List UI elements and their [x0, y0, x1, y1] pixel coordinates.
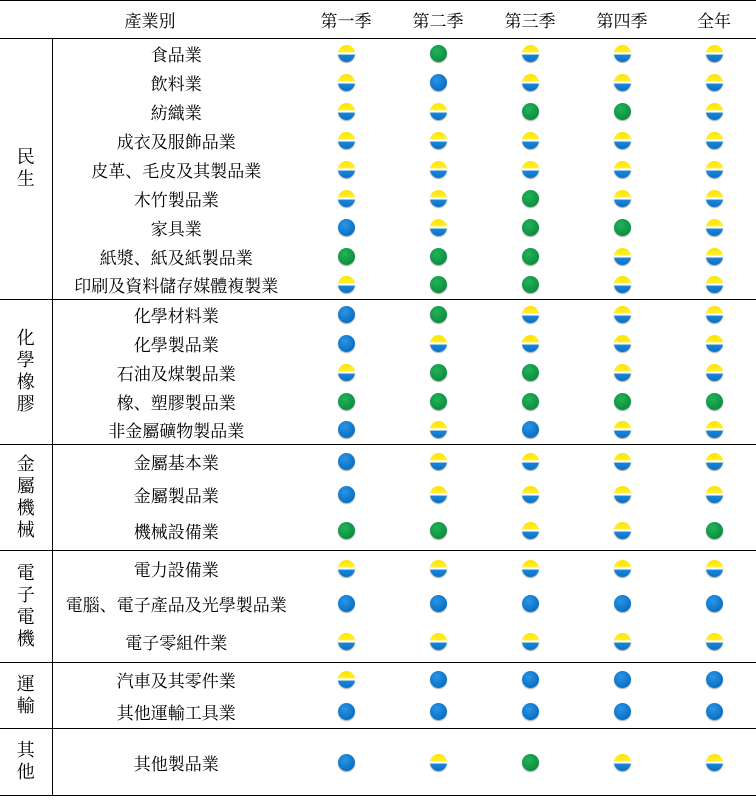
signal-cell: [484, 358, 576, 387]
table-row: [0, 329, 756, 358]
signal-cell: [392, 155, 484, 184]
table-row: [0, 387, 756, 416]
yellow-blue-light-icon: [522, 74, 539, 91]
signal-cell: [392, 478, 484, 511]
green-light-icon: [522, 276, 539, 293]
signal-cell: [392, 213, 484, 242]
header-q3: 第三季: [484, 1, 576, 39]
industry-name: 機械設備業: [52, 511, 300, 551]
blue-light-icon: [430, 74, 447, 91]
table-row: [0, 271, 756, 300]
industry-name: 金屬製品業: [133, 486, 219, 507]
blue-light-icon: [430, 671, 447, 688]
signal-cell: [300, 445, 392, 478]
blue-light-icon: [706, 595, 723, 612]
green-light-icon: [430, 393, 447, 410]
yellow-blue-light-icon: [338, 671, 355, 688]
signal-cell: [300, 271, 392, 300]
signal-cell: [668, 445, 756, 478]
green-light-icon: [706, 393, 723, 410]
green-light-icon: [522, 754, 539, 771]
green-light-icon: [338, 393, 355, 410]
yellow-blue-light-icon: [614, 132, 631, 149]
group-name: 化學橡膠: [16, 328, 35, 415]
green-light-icon: [614, 103, 631, 120]
blue-light-icon: [430, 703, 447, 720]
green-light-icon: [430, 276, 447, 293]
table-row: [0, 416, 756, 445]
signal-cell: [484, 416, 576, 445]
signal-cell: [392, 586, 484, 621]
yellow-blue-light-icon: [706, 421, 723, 438]
yellow-blue-light-icon: [338, 45, 355, 62]
signal-cell: [668, 387, 756, 416]
table-row: [0, 213, 756, 242]
industry-name: 汽車及其零件業: [116, 671, 236, 692]
green-light-icon: [430, 364, 447, 381]
yellow-blue-light-icon: [706, 219, 723, 236]
blue-light-icon: [338, 703, 355, 720]
green-light-icon: [522, 219, 539, 236]
signal-cell: [668, 39, 756, 68]
group-name: 其他: [16, 740, 35, 783]
industry-name: 石油及煤製品業: [116, 364, 236, 385]
group-label: [0, 663, 52, 729]
industry-name: 印刷及資料儲存媒體複製業: [52, 271, 300, 300]
signal-cell: [668, 97, 756, 126]
signal-cell: [576, 68, 668, 97]
yellow-blue-light-icon: [430, 190, 447, 207]
yellow-blue-light-icon: [614, 522, 631, 539]
header-q2: 第二季: [392, 1, 484, 39]
industry-name: 化學製品業: [133, 335, 219, 356]
signal-cell: [392, 445, 484, 478]
yellow-blue-light-icon: [706, 560, 723, 577]
signal-cell: [668, 551, 756, 586]
signal-cell: [484, 729, 576, 796]
signal-cell: [300, 126, 392, 155]
yellow-blue-light-icon: [706, 161, 723, 178]
signal-cell: [576, 586, 668, 621]
yellow-blue-light-icon: [338, 633, 355, 650]
signal-cell: [576, 729, 668, 796]
signal-cell: [392, 97, 484, 126]
blue-light-icon: [338, 421, 355, 438]
yellow-blue-light-icon: [338, 161, 355, 178]
signal-cell: [392, 621, 484, 663]
signal-cell: [576, 300, 668, 329]
yellow-blue-light-icon: [614, 633, 631, 650]
signal-cell: [668, 213, 756, 242]
blue-light-icon: [338, 306, 355, 323]
signal-cell: [392, 696, 484, 729]
blue-light-icon: [338, 486, 355, 503]
signal-cell: [300, 416, 392, 445]
signal-cell: [668, 511, 756, 551]
signal-cell: [484, 387, 576, 416]
blue-light-icon: [522, 671, 539, 688]
yellow-blue-light-icon: [614, 190, 631, 207]
signal-cell: [668, 68, 756, 97]
signal-cell: [576, 184, 668, 213]
industry-name: 紙漿、紙及紙製品業: [99, 248, 253, 269]
blue-light-icon: [706, 671, 723, 688]
blue-light-icon: [522, 595, 539, 612]
yellow-blue-light-icon: [614, 364, 631, 381]
yellow-blue-light-icon: [522, 453, 539, 470]
table-row: [0, 663, 756, 696]
yellow-blue-light-icon: [614, 453, 631, 470]
signal-cell: [484, 68, 576, 97]
signal-cell: [668, 696, 756, 729]
yellow-blue-light-icon: [706, 248, 723, 265]
signal-cell: [484, 184, 576, 213]
yellow-blue-light-icon: [614, 248, 631, 265]
table-row: [0, 586, 756, 621]
signal-cell: [484, 213, 576, 242]
signal-cell: [300, 300, 392, 329]
signal-cell: [392, 300, 484, 329]
yellow-blue-light-icon: [706, 74, 723, 91]
signal-cell: [484, 242, 576, 271]
yellow-blue-light-icon: [706, 190, 723, 207]
blue-light-icon: [338, 335, 355, 352]
signal-cell: [576, 126, 668, 155]
signal-cell: [668, 416, 756, 445]
signal-cell: [392, 126, 484, 155]
yellow-blue-light-icon: [614, 306, 631, 323]
signal-cell: [392, 416, 484, 445]
table-row: [0, 551, 756, 586]
signal-cell: [484, 329, 576, 358]
yellow-blue-light-icon: [614, 74, 631, 91]
signal-cell: [392, 329, 484, 358]
signal-cell: [300, 39, 392, 68]
signal-cell: [576, 511, 668, 551]
yellow-blue-light-icon: [706, 754, 723, 771]
signal-cell: [576, 663, 668, 696]
green-light-icon: [614, 393, 631, 410]
signal-cell: [300, 586, 392, 621]
group-label: [0, 551, 52, 663]
header-industry: 產業別: [0, 1, 300, 39]
signal-cell: [576, 551, 668, 586]
yellow-blue-light-icon: [614, 161, 631, 178]
green-light-icon: [522, 248, 539, 265]
signal-cell: [392, 387, 484, 416]
blue-light-icon: [522, 703, 539, 720]
signal-cell: [576, 621, 668, 663]
industry-name: 其他運輸工具業: [52, 696, 300, 729]
header-q1: 第一季: [300, 1, 392, 39]
industry-name: 非金屬礦物製品業: [52, 416, 300, 445]
yellow-blue-light-icon: [522, 486, 539, 503]
yellow-blue-light-icon: [522, 522, 539, 539]
signal-cell: [484, 551, 576, 586]
signal-cell: [484, 126, 576, 155]
signal-cell: [484, 696, 576, 729]
yellow-blue-light-icon: [338, 560, 355, 577]
signal-cell: [576, 242, 668, 271]
signal-cell: [484, 97, 576, 126]
signal-cell: [392, 729, 484, 796]
yellow-blue-light-icon: [706, 335, 723, 352]
table-row: [0, 696, 756, 729]
signal-cell: [484, 478, 576, 511]
industry-name: 其他製品業: [52, 729, 300, 796]
yellow-blue-light-icon: [706, 45, 723, 62]
yellow-blue-light-icon: [430, 453, 447, 470]
signal-cell: [392, 511, 484, 551]
signal-cell: [300, 696, 392, 729]
signal-cell: [392, 184, 484, 213]
yellow-blue-light-icon: [430, 421, 447, 438]
signal-cell: [484, 621, 576, 663]
signal-cell: [668, 586, 756, 621]
green-light-icon: [338, 522, 355, 539]
table-row: [0, 155, 756, 184]
industry-name: 木竹製品業: [133, 190, 219, 211]
signal-cell: [392, 39, 484, 68]
table-row: [0, 729, 756, 796]
group-label: [0, 729, 52, 796]
signal-cell: [392, 663, 484, 696]
header-q4: 第四季: [576, 1, 668, 39]
industry-name: 皮革、毛皮及其製品業: [91, 161, 262, 182]
signal-cell: [300, 242, 392, 271]
signal-cell: [668, 271, 756, 300]
signal-cell: [300, 358, 392, 387]
header-row: [0, 1, 756, 39]
yellow-blue-light-icon: [522, 306, 539, 323]
green-light-icon: [522, 393, 539, 410]
green-light-icon: [430, 248, 447, 265]
signal-cell: [576, 39, 668, 68]
yellow-blue-light-icon: [706, 453, 723, 470]
blue-light-icon: [522, 421, 539, 438]
yellow-blue-light-icon: [706, 633, 723, 650]
signal-cell: [668, 300, 756, 329]
industry-name: 紡織業: [150, 103, 202, 124]
signal-cell: [484, 300, 576, 329]
signal-cell: [300, 621, 392, 663]
signal-cell: [484, 663, 576, 696]
signal-cell: [668, 729, 756, 796]
signal-cell: [392, 358, 484, 387]
signal-cell: [300, 329, 392, 358]
blue-light-icon: [614, 671, 631, 688]
yellow-blue-light-icon: [614, 421, 631, 438]
industry-name: 金屬基本業: [133, 453, 219, 474]
signal-cell: [668, 126, 756, 155]
industry-name: 飲料業: [150, 74, 202, 95]
signal-cell: [668, 663, 756, 696]
header-year: 全年: [668, 1, 756, 39]
table-row: [0, 184, 756, 213]
table-row: [0, 97, 756, 126]
signal-cell: [392, 271, 484, 300]
table-row: [0, 39, 756, 68]
green-light-icon: [430, 306, 447, 323]
signal-cell: [576, 478, 668, 511]
industry-name: 食品業: [150, 45, 202, 66]
group-name: 金屬機械: [16, 453, 35, 541]
yellow-blue-light-icon: [614, 335, 631, 352]
blue-light-icon: [338, 219, 355, 236]
yellow-blue-light-icon: [338, 276, 355, 293]
yellow-blue-light-icon: [522, 45, 539, 62]
blue-light-icon: [338, 754, 355, 771]
group-name: 運輸: [16, 673, 35, 717]
signal-cell: [576, 696, 668, 729]
green-light-icon: [522, 364, 539, 381]
yellow-blue-light-icon: [338, 74, 355, 91]
yellow-blue-light-icon: [706, 276, 723, 293]
yellow-blue-light-icon: [706, 132, 723, 149]
signal-cell: [576, 329, 668, 358]
industry-name: 橡、塑膠製品業: [116, 393, 236, 414]
industry-name: 電子零組件業: [52, 621, 300, 663]
signal-cell: [576, 271, 668, 300]
blue-light-icon: [338, 453, 355, 470]
signal-cell: [484, 39, 576, 68]
signal-cell: [300, 551, 392, 586]
table-row: [0, 511, 756, 551]
yellow-blue-light-icon: [522, 335, 539, 352]
table-row: [0, 300, 756, 329]
signal-cell: [300, 478, 392, 511]
industry-name: 電腦、電子產品及光學製品業: [65, 595, 287, 616]
signal-cell: [576, 358, 668, 387]
green-light-icon: [522, 190, 539, 207]
green-light-icon: [522, 103, 539, 120]
industry-name: 化學材料業: [133, 306, 219, 327]
industry-name: 電力設備業: [133, 560, 219, 581]
signal-cell: [300, 387, 392, 416]
yellow-blue-light-icon: [430, 103, 447, 120]
signal-cell: [484, 586, 576, 621]
table-body: [0, 39, 756, 796]
group-name: 民生: [16, 147, 35, 190]
table-row: [0, 126, 756, 155]
yellow-blue-light-icon: [338, 364, 355, 381]
yellow-blue-light-icon: [614, 560, 631, 577]
signal-cell: [668, 478, 756, 511]
yellow-blue-light-icon: [614, 276, 631, 293]
signal-cell: [668, 155, 756, 184]
signal-cell: [300, 663, 392, 696]
signal-cell: [668, 329, 756, 358]
signal-cell: [300, 68, 392, 97]
yellow-blue-light-icon: [430, 161, 447, 178]
signal-cell: [300, 213, 392, 242]
blue-light-icon: [338, 595, 355, 612]
blue-light-icon: [614, 595, 631, 612]
blue-light-icon: [706, 703, 723, 720]
yellow-blue-light-icon: [706, 486, 723, 503]
yellow-blue-light-icon: [614, 754, 631, 771]
yellow-blue-light-icon: [706, 306, 723, 323]
signal-cell: [576, 387, 668, 416]
yellow-blue-light-icon: [522, 161, 539, 178]
signal-cell: [576, 213, 668, 242]
yellow-blue-light-icon: [338, 103, 355, 120]
signal-cell: [576, 445, 668, 478]
signal-cell: [668, 242, 756, 271]
yellow-blue-light-icon: [430, 486, 447, 503]
signal-cell: [300, 184, 392, 213]
blue-light-icon: [614, 703, 631, 720]
signal-cell: [576, 155, 668, 184]
green-light-icon: [338, 248, 355, 265]
group-label: [0, 445, 52, 551]
table-row: [0, 358, 756, 387]
table-row: [0, 621, 756, 663]
yellow-blue-light-icon: [430, 335, 447, 352]
yellow-blue-light-icon: [614, 486, 631, 503]
signal-cell: [576, 416, 668, 445]
yellow-blue-light-icon: [430, 560, 447, 577]
signal-cell: [668, 358, 756, 387]
group-label: [0, 39, 52, 300]
group-label: [0, 300, 52, 445]
group-name: 電子電機: [16, 562, 35, 650]
signal-cell: [576, 97, 668, 126]
yellow-blue-light-icon: [706, 364, 723, 381]
yellow-blue-light-icon: [522, 560, 539, 577]
signal-cell: [484, 155, 576, 184]
yellow-blue-light-icon: [430, 633, 447, 650]
yellow-blue-light-icon: [430, 132, 447, 149]
signal-cell: [484, 445, 576, 478]
yellow-blue-light-icon: [338, 132, 355, 149]
signal-cell: [668, 621, 756, 663]
yellow-blue-light-icon: [430, 219, 447, 236]
signal-cell: [300, 97, 392, 126]
green-light-icon: [614, 219, 631, 236]
table-row: [0, 445, 756, 478]
signal-cell: [300, 155, 392, 184]
green-light-icon: [430, 45, 447, 62]
industry-name: 家具業: [150, 219, 202, 240]
signal-cell: [484, 271, 576, 300]
signal-cell: [300, 511, 392, 551]
green-light-icon: [430, 522, 447, 539]
signal-cell: [392, 68, 484, 97]
blue-light-icon: [430, 595, 447, 612]
signal-cell: [668, 184, 756, 213]
signal-cell: [300, 729, 392, 796]
table-row: [0, 478, 756, 511]
yellow-blue-light-icon: [522, 633, 539, 650]
yellow-blue-light-icon: [338, 190, 355, 207]
signal-cell: [392, 242, 484, 271]
yellow-blue-light-icon: [614, 45, 631, 62]
signal-cell: [484, 511, 576, 551]
table-row: [0, 242, 756, 271]
signal-cell: [392, 551, 484, 586]
yellow-blue-light-icon: [522, 132, 539, 149]
green-light-icon: [706, 522, 723, 539]
industry-name: 成衣及服飾品業: [116, 132, 236, 153]
yellow-blue-light-icon: [706, 103, 723, 120]
table-row: [0, 68, 756, 97]
yellow-blue-light-icon: [430, 754, 447, 771]
